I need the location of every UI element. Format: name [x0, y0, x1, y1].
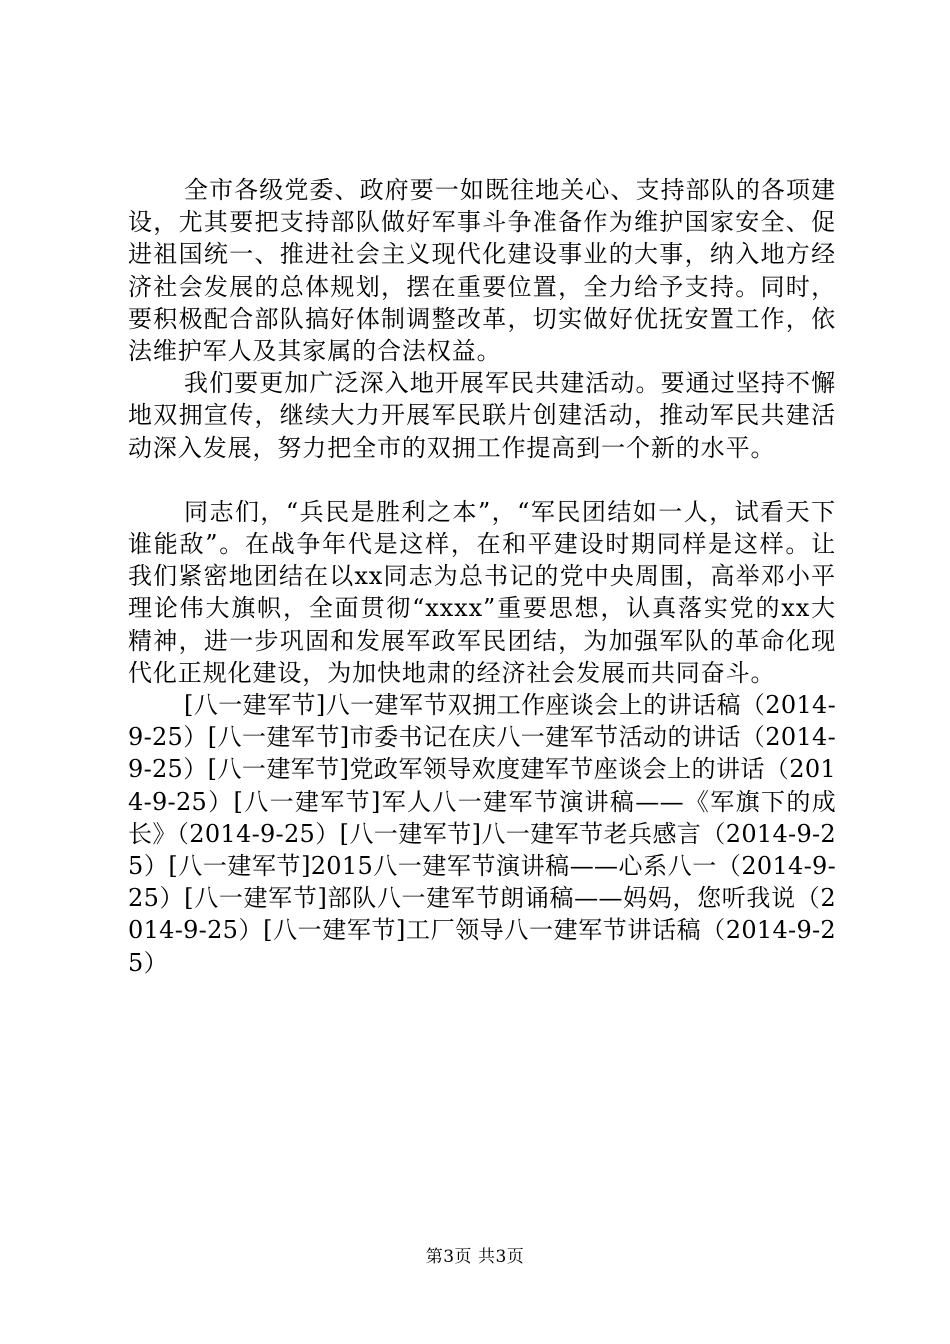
paragraph-spacer — [128, 464, 836, 496]
page-number-footer: 第3页 共3页 — [425, 1247, 525, 1267]
document-body — [128, 174, 836, 979]
paragraph-closing-call: 同志们，“兵民是胜利之本”，“军民团结如一人，试看天下谁能敌”。在战争年代是这样，在和平建设时期同样是这样。让我们紧密地团结在以xx同志为总书记的党中央周围，高举邓小平理论伟大旗帜，全面贯彻“xxxx”重要思想，认真落实党的xx大精神，进一步巩固和发展军政军民团结，为加强军队的革命化现代化正规化建设，为加快地肃的经济社会发展而共同奋斗。 — [128, 497, 836, 687]
paragraph-support-army: 全市各级党委、政府要一如既往地关心、支持部队的各项建设，尤其要把支持部队做好军事斗争准备作为维护国家安全、促进祖国统一、推进社会主义现代化建设事业的大事，纳入地方经济社会发展的总体规划，摆在重要位置，全力给予支持。同时，要积极配合部队搞好体制调整改革，切实做好优抚安置工作，依法维护军人及其家属的合法权益。 — [128, 176, 836, 366]
paragraph-joint-construction: 我们要更加广泛深入地开展军民共建活动。要通过坚持不懈地双拥宣传，继续大力开展军民联片创建活动，推动军民共建活动深入发展，努力把全市的双拥工作提高到一个新的水平。 — [128, 369, 836, 462]
related-articles-list: [八一建军节]八一建军节双拥工作座谈会上的讲话稿（2014-9-25）[八一建军节]市委书记在庆八一建军节活动的讲话（2014-9-25）[八一建军节]党政军领导欢度建军节座谈会上的讲话（2014-9-25）[八一建军节]军人八一建军节演讲稿——《军旗下的成长》（2014-9-25）[八一建军节]八一建军节老兵感言（2014-9-25）[八一建军节]2015八一建军节演讲稿——心系八一（2014-9-25）[八一建军节]部队八一建军节朗诵稿——妈妈，您听我说（2014-9-25）[八一建军节]工厂领导八一建军节讲话稿（2014-9-25） — [128, 691, 836, 977]
